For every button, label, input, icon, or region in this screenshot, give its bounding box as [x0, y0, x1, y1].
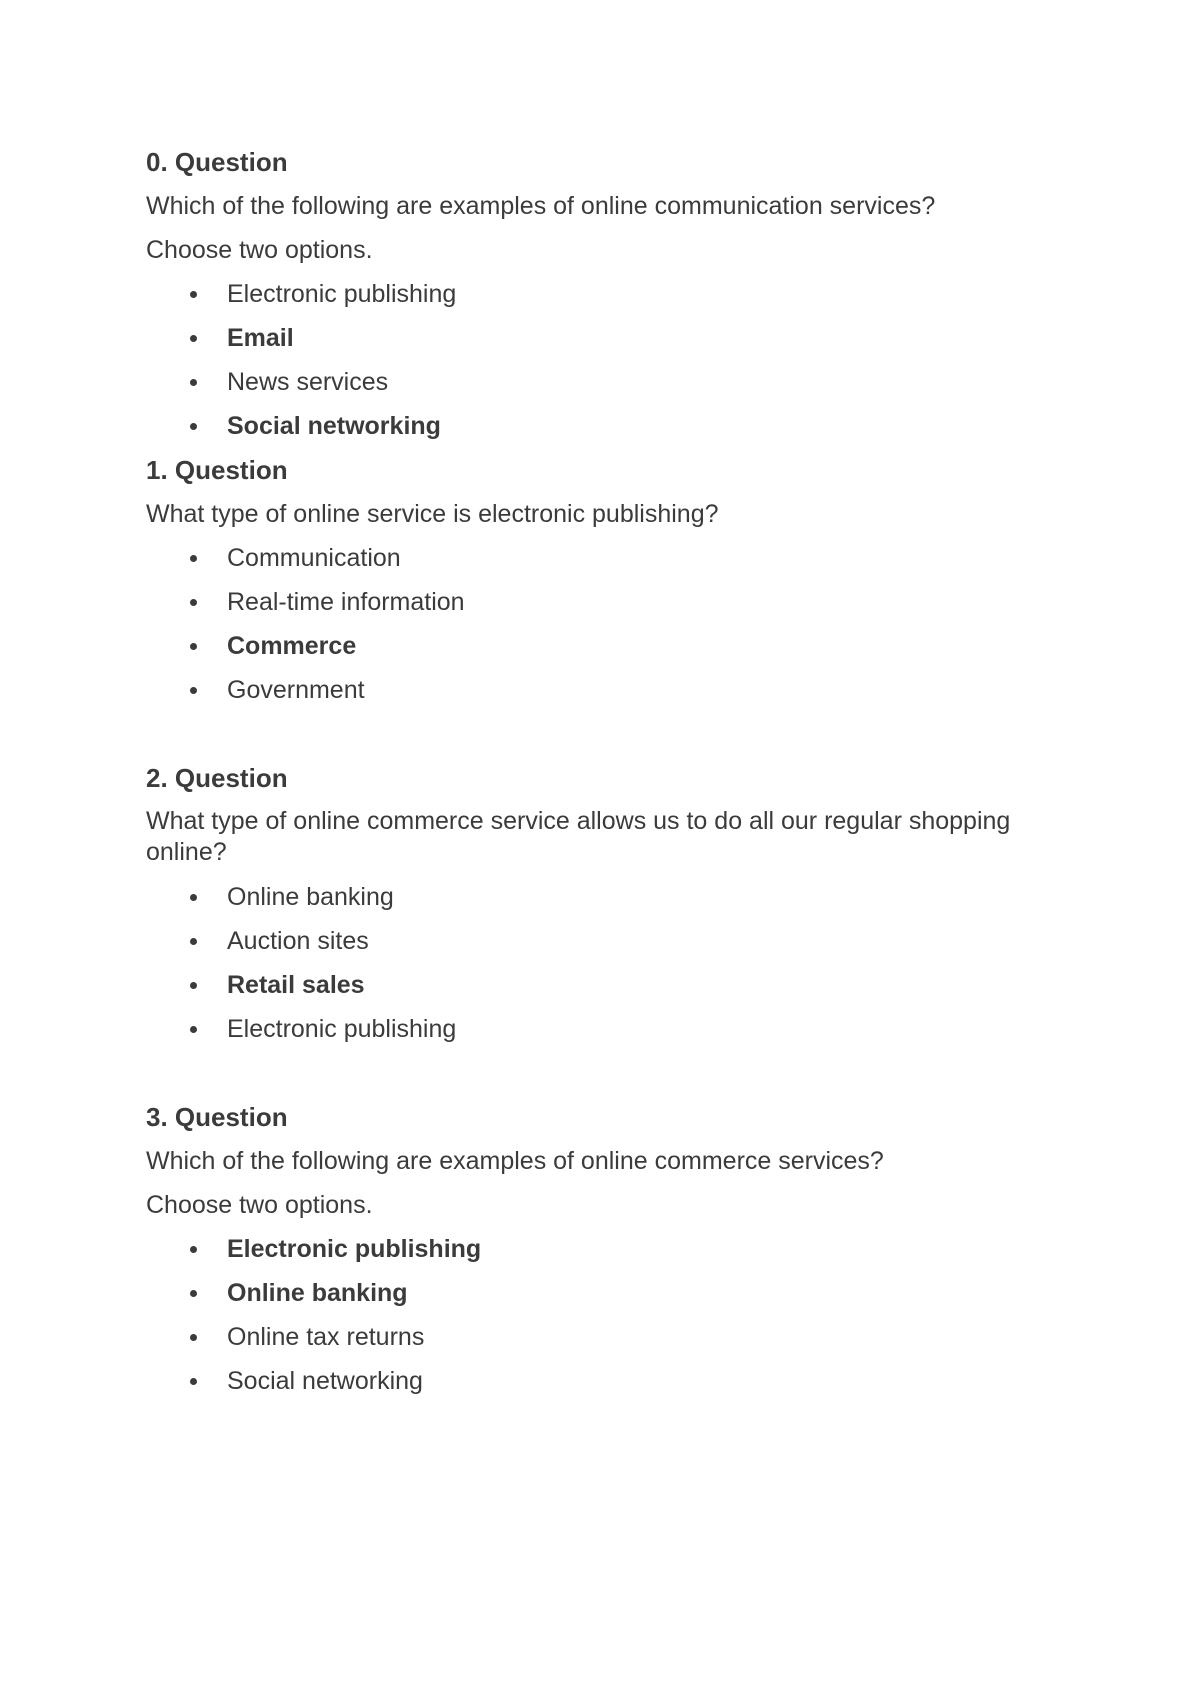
option-label: Electronic publishing	[227, 1235, 482, 1263]
option-label: Online tax returns	[227, 1323, 425, 1351]
question-title: 0. Question	[146, 147, 288, 177]
option-item	[146, 536, 1046, 580]
option-item-correct	[146, 1227, 1046, 1271]
question-text: Which of the following are examples of online commerce services?	[146, 1147, 884, 1175]
option-label: Email	[227, 324, 294, 352]
option-label: Online banking	[227, 883, 394, 911]
bullet-icon	[190, 1378, 197, 1385]
option-label: Communication	[227, 544, 401, 572]
option-item-correct	[146, 1271, 1046, 1315]
option-item	[146, 360, 1046, 404]
blank-line	[146, 712, 1046, 756]
option-item-correct	[146, 316, 1046, 360]
option-label: Online banking	[227, 1279, 408, 1307]
option-label: Social networking	[227, 1367, 423, 1395]
bullet-icon	[190, 687, 197, 694]
question-text: What type of online service is electronic publishing?	[146, 500, 719, 528]
bullet-icon	[190, 1290, 197, 1297]
option-item	[146, 1315, 1046, 1359]
option-list	[146, 272, 1046, 448]
option-item	[146, 1007, 1046, 1051]
option-label: Electronic publishing	[227, 1015, 457, 1043]
option-item	[146, 875, 1046, 919]
option-list	[146, 1227, 1046, 1403]
question-title: 3. Question	[146, 1102, 288, 1132]
option-list	[146, 875, 1046, 1051]
option-list	[146, 536, 1046, 712]
question-2	[146, 756, 1046, 1051]
question-instruction: Choose two options.	[146, 236, 373, 264]
question-instruction: Choose two options.	[146, 1191, 373, 1219]
option-item	[146, 580, 1046, 624]
option-label: Social networking	[227, 412, 441, 440]
option-item	[146, 668, 1046, 712]
question-text: Which of the following are examples of online communication services?	[146, 192, 936, 220]
option-label: Real-time information	[227, 588, 465, 616]
option-item-correct	[146, 624, 1046, 668]
question-text: What type of online commerce service allows us to do all our regular shopping online?	[146, 807, 1011, 866]
bullet-icon	[190, 894, 197, 901]
bullet-icon	[190, 555, 197, 562]
option-item	[146, 1359, 1046, 1403]
bullet-icon	[190, 291, 197, 298]
bullet-icon	[190, 1246, 197, 1253]
option-item	[146, 919, 1046, 963]
bullet-icon	[190, 643, 197, 650]
option-label: Electronic publishing	[227, 280, 457, 308]
bullet-icon	[190, 938, 197, 945]
option-label: Auction sites	[227, 927, 369, 955]
document-page	[146, 140, 1046, 1403]
bullet-icon	[190, 1334, 197, 1341]
option-item-correct	[146, 404, 1046, 448]
bullet-icon	[190, 599, 197, 606]
option-label: Retail sales	[227, 971, 365, 999]
option-label: News services	[227, 368, 389, 396]
bullet-icon	[190, 423, 197, 430]
bullet-icon	[190, 379, 197, 386]
bullet-icon	[190, 982, 197, 989]
question-title: 2. Question	[146, 763, 288, 793]
option-item	[146, 272, 1046, 316]
option-item-correct	[146, 963, 1046, 1007]
question-3	[146, 1095, 1046, 1403]
question-0	[146, 140, 1046, 448]
bullet-icon	[190, 1026, 197, 1033]
option-label: Commerce	[227, 632, 357, 660]
question-title: 1. Question	[146, 455, 288, 485]
question-1	[146, 448, 1046, 712]
blank-line	[146, 1051, 1046, 1095]
option-label: Government	[227, 676, 365, 704]
bullet-icon	[190, 335, 197, 342]
